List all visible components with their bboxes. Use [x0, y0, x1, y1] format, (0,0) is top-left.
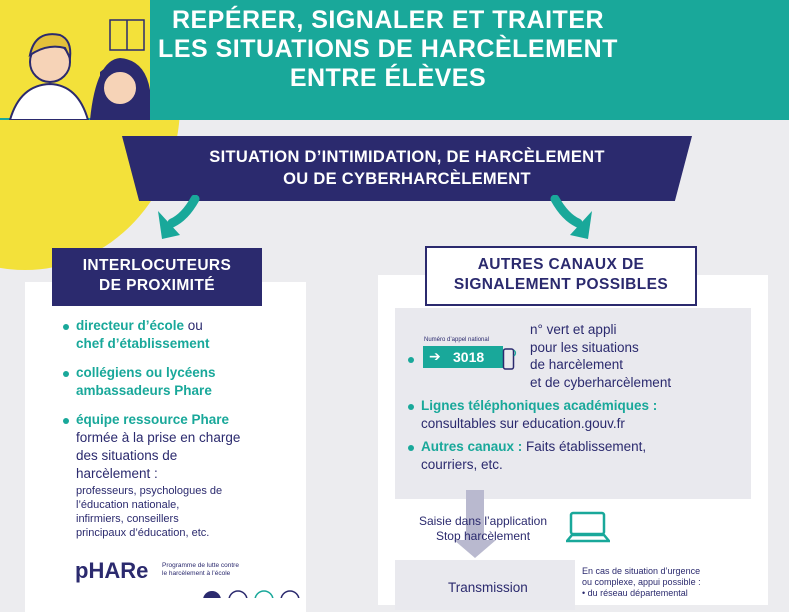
channels-tag-text [425, 255, 697, 295]
banner-line: SITUATION D’INTIMIDATION, DE HARCÈLEMENT [209, 148, 605, 166]
phone-description [530, 321, 750, 391]
arrow-right-icon [540, 195, 600, 245]
small-line: professeurs, psychologues de [76, 485, 223, 497]
channels-list [421, 397, 751, 474]
tag-line: INTERLOCUTEURS [82, 257, 232, 274]
badge-3018 [423, 346, 503, 368]
bullet-icon [63, 418, 69, 424]
logo-sub-line: le harcèlement à l’école [162, 570, 231, 577]
situation-banner-text [122, 146, 692, 190]
transmission-text: Transmission [448, 580, 528, 595]
item-text: Lignes téléphoniques académiques : [421, 398, 658, 413]
bullet-icon [408, 445, 414, 451]
title-line: LES SITUATIONS DE HARCÈLEMENT [158, 35, 618, 63]
proximity-tag-text [52, 256, 262, 296]
saisie-text [405, 514, 561, 544]
item-text: équipe ressource Phare [76, 412, 230, 427]
phare-logo-subtitle [162, 562, 239, 578]
title-line: ENTRE ÉLÈVES [289, 64, 487, 92]
item-text: collégiens ou lycéens [76, 365, 216, 380]
bullet-icon [408, 404, 414, 410]
item-text: des situations de [76, 448, 178, 463]
item-text: formée à la prise en charge [76, 430, 241, 445]
phone-icon [502, 346, 518, 372]
title-line: REPÉRER, SIGNALER ET TRAITER [171, 6, 605, 34]
item-text: directeur d’école [76, 318, 185, 333]
laptop-icon [566, 511, 610, 545]
list-item [421, 438, 751, 456]
item-text: harcèlement : [76, 466, 158, 481]
urgence-line: ou complexe, appui possible : [582, 577, 701, 587]
bullet-icon [408, 357, 414, 363]
phare-logo: pHARe [75, 558, 149, 583]
item-text: Faits établissement, [522, 439, 647, 454]
tag-line: SIGNALEMENT POSSIBLES [453, 276, 669, 293]
tag-line: DE PROXIMITÉ [99, 277, 215, 294]
ressource-members [76, 484, 301, 540]
tag-line: AUTRES CANAUX DE [477, 256, 645, 273]
banner-line: OU DE CYBERHARCÈLEMENT [283, 170, 531, 188]
item-text: Autres canaux : [421, 439, 523, 454]
item-text: courriers, etc. [421, 457, 503, 472]
urgence-note [582, 566, 762, 599]
proximity-list [76, 317, 301, 483]
phone-line: n° vert et appli [530, 322, 617, 337]
page-title [128, 6, 648, 93]
small-line: infirmiers, conseillers [76, 513, 179, 525]
arrow-left-icon [150, 195, 210, 245]
small-line: l’éducation nationale, [76, 499, 180, 511]
boy-body [10, 84, 88, 120]
item-text: ambassadeurs Phare [76, 383, 212, 398]
urgence-line: • du réseau départemental [582, 588, 688, 598]
saisie-line: Saisie dans l’application [418, 514, 548, 528]
phone-line: et de cyberharcèlement [530, 374, 672, 390]
saisie-line: Stop harcèlement [435, 529, 531, 543]
urgence-line: En cas de situation d’urgence [582, 566, 701, 576]
item-text: consultables sur education.gouv.fr [421, 416, 625, 431]
item-text: chef d’établissement [76, 336, 210, 351]
small-line: principaux d’éducation, etc. [76, 527, 210, 539]
arrow-right-icon: ➔ [429, 348, 441, 364]
bullet-icon [63, 371, 69, 377]
list-item [76, 317, 301, 335]
bullet-icon [63, 324, 69, 330]
badge-label: Numéro d’appel national [424, 337, 490, 343]
logo-sub-line: Programme de lutte contre [162, 562, 239, 569]
phone-line: de harcèlement [530, 357, 624, 372]
badge-number: 3018 [453, 349, 485, 365]
item-text: ou [184, 318, 203, 333]
phone-line: pour les situations [530, 339, 639, 355]
decorative-circles-icon [200, 586, 310, 598]
